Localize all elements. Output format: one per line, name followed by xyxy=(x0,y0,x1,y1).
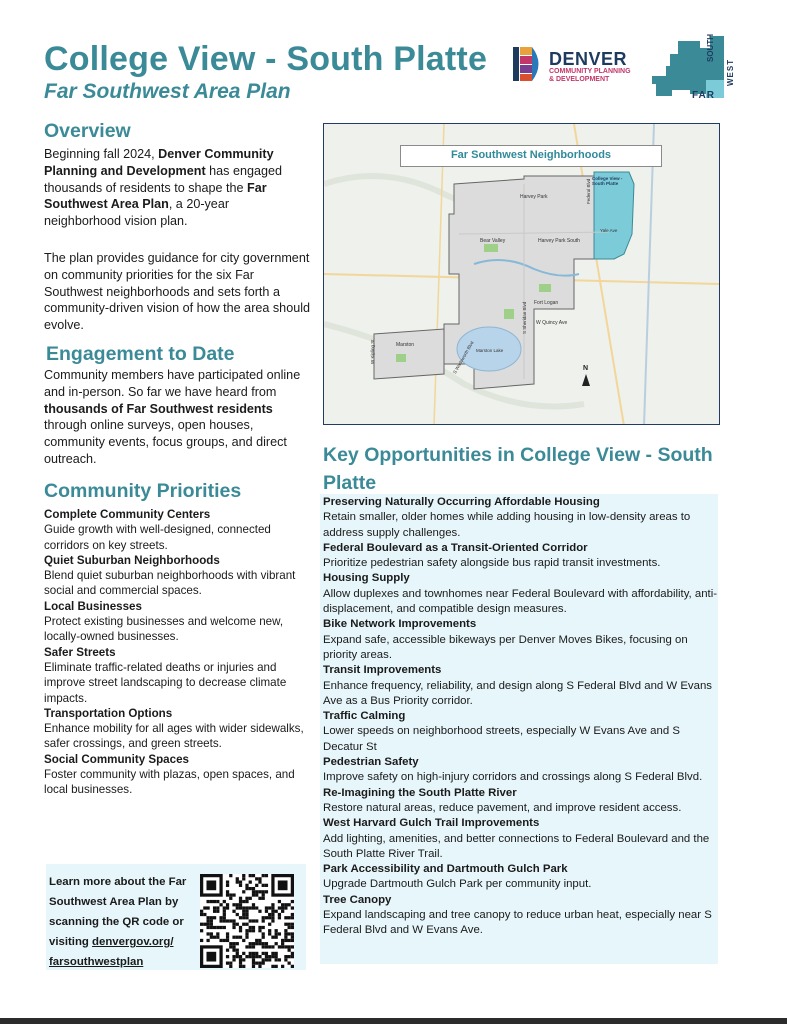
key-opportunities-list xyxy=(323,495,718,939)
opportunity-item xyxy=(323,663,718,709)
map-title-box xyxy=(400,145,662,167)
emphasis-text: Denver Community Planning and Development xyxy=(44,147,274,178)
opportunity-item-title: Tree Canopy xyxy=(323,893,392,906)
opportunity-item xyxy=(323,786,718,817)
community-priorities-heading: Community Priorities xyxy=(44,480,242,502)
fsw-logo-west: WEST xyxy=(726,58,735,86)
priority-item-description: Eliminate traffic-related deaths or injuries and improve street landscaping to decrease climate impacts. xyxy=(44,660,287,705)
opportunity-item-title: Bike Network Improvements xyxy=(323,618,477,631)
priority-item-title: Safer Streets xyxy=(44,645,116,659)
opportunity-item-description: Retain smaller, older homes while adding housing in low-density areas to address supply challenges. xyxy=(323,511,691,539)
opportunity-item-description: Improve safety on high-injury corridors and crossings along S Federal Blvd. xyxy=(323,771,703,784)
opportunity-item xyxy=(323,816,718,862)
opportunity-item-title: Federal Boulevard as a Transit-Oriented Corridor xyxy=(323,541,588,554)
far-southwest-logo xyxy=(650,36,745,106)
qr-callout-copy: Learn more about the Far Southwest Area Plan by scanning the QR code or visiting xyxy=(49,876,187,948)
priority-item-description: Protect existing businesses and welcome new, locally-owned businesses. xyxy=(44,615,284,644)
opportunity-item xyxy=(323,755,718,786)
priority-item-title: Quiet Suburban Neighborhoods xyxy=(44,553,220,567)
opportunity-item-title: Housing Supply xyxy=(323,572,410,585)
priority-item xyxy=(44,599,314,645)
map-label-harvey-park-south: Harvey Park South xyxy=(538,238,580,244)
priority-item-title: Local Businesses xyxy=(44,599,142,613)
overview-paragraph-2: The plan provides guidance for city government on community priorities for the six Far Southwest neighborhoods and sets forth a community-driven vision of how the area should evolve. xyxy=(44,251,310,333)
emphasis-text: Far Southwest Area Plan xyxy=(44,180,267,212)
body-text: Beginning fall 2024, xyxy=(44,147,159,161)
priority-item xyxy=(44,706,314,752)
opportunity-item-description: Restore natural areas, reduce pavement, and improve resident access. xyxy=(323,801,682,814)
qr-code[interactable] xyxy=(200,874,294,968)
priority-item-description: Foster community with plazas, open spaces, and local businesses. xyxy=(44,768,295,797)
denver-wordmark: DENVER xyxy=(549,49,628,69)
opportunity-item-description: Expand safe, accessible bikeways per Denver Moves Bikes, focusing on priority areas. xyxy=(323,633,688,661)
opportunity-item-title: Park Accessibility and Dartmouth Gulch Park xyxy=(323,863,568,876)
opportunity-item xyxy=(323,709,718,755)
opportunity-item-title: Traffic Calming xyxy=(323,710,406,723)
map-label-marston: Marston xyxy=(396,342,415,348)
fsw-logo-south: SOUTH xyxy=(706,34,715,62)
neighborhood-map xyxy=(323,123,720,425)
overview-paragraph-1 xyxy=(44,146,306,230)
priority-item-description: Enhance mobility for all ages with wider sidewalks, safer crossings, and green streets. xyxy=(44,722,304,751)
priority-item xyxy=(44,752,314,798)
opportunity-item xyxy=(323,862,718,893)
opportunity-item-description: Allow duplexes and townhomes near Federal Boulevard with affordability, anti-displacement, and compatible design measures. xyxy=(323,587,718,616)
priority-item-title: Complete Community Centers xyxy=(44,508,211,521)
opportunity-item xyxy=(323,617,718,663)
engagement-heading: Engagement to Date xyxy=(46,343,235,365)
map-label-yale: Yale Ave xyxy=(600,228,618,233)
fsw-logo-far: FAR xyxy=(692,90,715,101)
priority-item-title: Social Community Spaces xyxy=(44,752,189,766)
page-title: College View - South Platte xyxy=(44,40,488,78)
map-label-federal: Federal Blvd xyxy=(586,178,591,204)
opportunity-item-title: Transit Improvements xyxy=(323,664,442,677)
denver-cpd-logo xyxy=(513,47,643,85)
map-title: Far Southwest Neighborhoods xyxy=(450,149,612,161)
key-opportunities-heading: Key Opportunities in College View - South Platte xyxy=(323,444,713,494)
emphasis-text: thousands of Far Southwest residents xyxy=(44,401,273,416)
qr-callout-text xyxy=(49,872,199,972)
opportunity-item-description: Upgrade Dartmouth Gulch Park per community input. xyxy=(323,878,592,891)
map-label-bear-valley: Bear Valley xyxy=(480,238,506,244)
opportunity-item-title: Re-Imagining the South Platte River xyxy=(323,786,517,799)
opportunity-item-title: Preserving Naturally Occurring Affordable Housing xyxy=(323,496,600,508)
map-label-quincy: W Quincy Ave xyxy=(536,320,568,326)
map-label-harvey-park: Harvey Park xyxy=(520,194,548,200)
engagement-paragraph xyxy=(44,367,306,468)
opportunity-item xyxy=(323,571,718,617)
opportunity-item-title: Pedestrian Safety xyxy=(323,756,419,769)
opportunity-item-description: Add lighting, amenities, and better connections to Federal Boulevard and the South Platte River Trail. xyxy=(323,832,710,860)
map-graphic xyxy=(324,124,720,425)
opportunity-item-description: Lower speeds on neighborhood streets, especially W Evans Ave and S Decatur St xyxy=(323,725,680,753)
page-subtitle: Far Southwest Area Plan xyxy=(44,80,291,103)
priority-item-title: Transportation Options xyxy=(44,706,173,720)
opportunity-item xyxy=(323,893,718,939)
map-label-wadsworth: S Wadsworth Blvd xyxy=(452,340,475,375)
opportunity-item xyxy=(323,495,718,541)
priority-item xyxy=(44,553,314,599)
priority-item-description: Blend quiet suburban neighborhoods with vibrant social and commercial spaces. xyxy=(44,569,296,598)
opportunity-item xyxy=(323,541,718,572)
community-priorities-list xyxy=(44,507,314,798)
overview-heading: Overview xyxy=(44,120,131,142)
body-text: has engaged thousands of residents to shape the xyxy=(44,163,282,195)
priority-item-description: Guide growth with well-designed, connected corridors on key streets. xyxy=(44,523,271,552)
opportunity-item-description: Prioritize pedestrian safety alongside bus rapid transit investments. xyxy=(323,557,661,570)
denver-d-logo-icon xyxy=(513,47,545,81)
opportunity-item-description: Enhance frequency, reliability, and design along S Federal Blvd and W Evans Ave as a Bus Priority corridor. xyxy=(323,679,712,707)
page-bottom-edge xyxy=(0,1018,787,1024)
body-text: through online surveys, open houses, community events, focus groups, and direct outreach. xyxy=(44,418,287,466)
opportunity-item-title: West Harvard Gulch Trail Improvements xyxy=(323,817,540,830)
body-text: Community members have participated online and in-person. So far we have heard from xyxy=(44,368,301,399)
map-label-kipling: W Kipling St xyxy=(370,339,375,364)
plan-website-link[interactable]: denvergov.org/ farsouthwestplan xyxy=(49,936,174,968)
north-arrow-label: N xyxy=(583,365,589,372)
denver-dept-name: COMMUNITY PLANNING & DEVELOPMENT xyxy=(549,68,631,83)
priority-item xyxy=(44,507,314,553)
map-label-college-view: College View - South Platte xyxy=(592,176,623,186)
priority-item xyxy=(44,645,314,706)
opportunity-item-description: Expand landscaping and tree canopy to reduce urban heat, especially near S Federal Blvd and W Evans Ave. xyxy=(323,909,712,937)
map-label-sheridan: S Sheridan Blvd xyxy=(522,301,527,334)
map-label-fort-logan: Fort Logan xyxy=(534,300,559,306)
map-label-marston-lake: Marston Lake xyxy=(476,348,504,353)
body-text: , a 20-year neighborhood vision plan. xyxy=(44,197,230,229)
